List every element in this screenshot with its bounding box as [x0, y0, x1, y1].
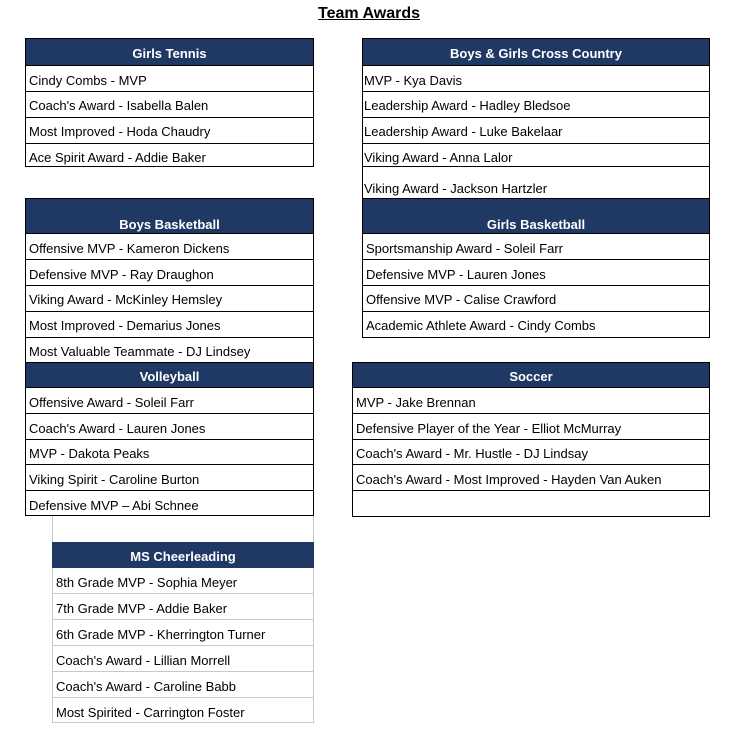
girls-tennis-row: Ace Spirit Award - Addie Baker — [25, 144, 314, 167]
volleyball-row: Viking Spirit - Caroline Burton — [25, 465, 314, 491]
girls-basketball-header: Girls Basketball — [362, 198, 710, 234]
ms-cheerleading-header: MS Cheerleading — [52, 542, 314, 568]
volleyball-header: Volleyball — [25, 362, 314, 388]
volleyball-row: Defensive MVP – Abi Schnee — [25, 491, 314, 516]
soccer-row: Coach's Award - Most Improved - Hayden Van Auken — [352, 465, 710, 491]
ms-cheerleading-row: Most Spirited - Carrington Foster — [52, 698, 314, 723]
ms-cheerleading-row: Coach's Award - Caroline Babb — [52, 672, 314, 698]
girls-basketball-row: Defensive MVP - Lauren Jones — [362, 260, 710, 286]
boys-basketball-header: Boys Basketball — [25, 198, 314, 234]
cross-country-row: MVP - Kya Davis — [362, 66, 710, 92]
girls-basketball-row: Sportsmanship Award - Soleil Farr — [362, 234, 710, 260]
girls-tennis-row: Most Improved - Hoda Chaudry — [25, 118, 314, 144]
boys-basketball-row: Defensive MVP - Ray Draughon — [25, 260, 314, 286]
volleyball-row: Offensive Award - Soleil Farr — [25, 388, 314, 414]
ms-cheerleading-row: 7th Grade MVP - Addie Baker — [52, 594, 314, 620]
page-title: Team Awards — [318, 5, 420, 22]
volleyball-row: Coach's Award - Lauren Jones — [25, 414, 314, 440]
girls-tennis-row: Cindy Combs - MVP — [25, 66, 314, 92]
soccer-header: Soccer — [352, 362, 710, 388]
boys-basketball-row: Viking Award - McKinley Hemsley — [25, 286, 314, 312]
ms-cheerleading-row: 6th Grade MVP - Kherrington Turner — [52, 620, 314, 646]
cross-country-row: Viking Award - Anna Lalor — [362, 144, 710, 167]
cross-country-header: Boys & Girls Cross Country — [362, 38, 710, 66]
girls-tennis-row: Coach's Award - Isabella Balen — [25, 92, 314, 118]
cross-country-row: Leadership Award - Hadley Bledsoe — [362, 92, 710, 118]
soccer-row: MVP - Jake Brennan — [352, 388, 710, 414]
girls-tennis-header: Girls Tennis — [25, 38, 314, 66]
boys-basketball-row: Most Valuable Teammate - DJ Lindsey — [25, 338, 314, 362]
boys-basketball-row: Offensive MVP - Kameron Dickens — [25, 234, 314, 260]
ms-cheerleading-row: Coach's Award - Lillian Morrell — [52, 646, 314, 672]
cross-country-row: Viking Award - Jackson Hartzler — [362, 167, 710, 199]
boys-basketball-row: Most Improved - Demarius Jones — [25, 312, 314, 338]
volleyball-row: MVP - Dakota Peaks — [25, 440, 314, 465]
ms-cheerleading-spacer — [52, 516, 314, 542]
ms-cheerleading-row: 8th Grade MVP - Sophia Meyer — [52, 568, 314, 594]
cross-country-row: Leadership Award - Luke Bakelaar — [362, 118, 710, 144]
girls-basketball-row: Offensive MVP - Calise Crawford — [362, 286, 710, 312]
soccer-row: Coach's Award - Mr. Hustle - DJ Lindsay — [352, 440, 710, 465]
girls-basketball-row: Academic Athlete Award - Cindy Combs — [362, 312, 710, 338]
soccer-row: Defensive Player of the Year - Elliot McMurray — [352, 414, 710, 440]
soccer-row — [352, 491, 710, 517]
